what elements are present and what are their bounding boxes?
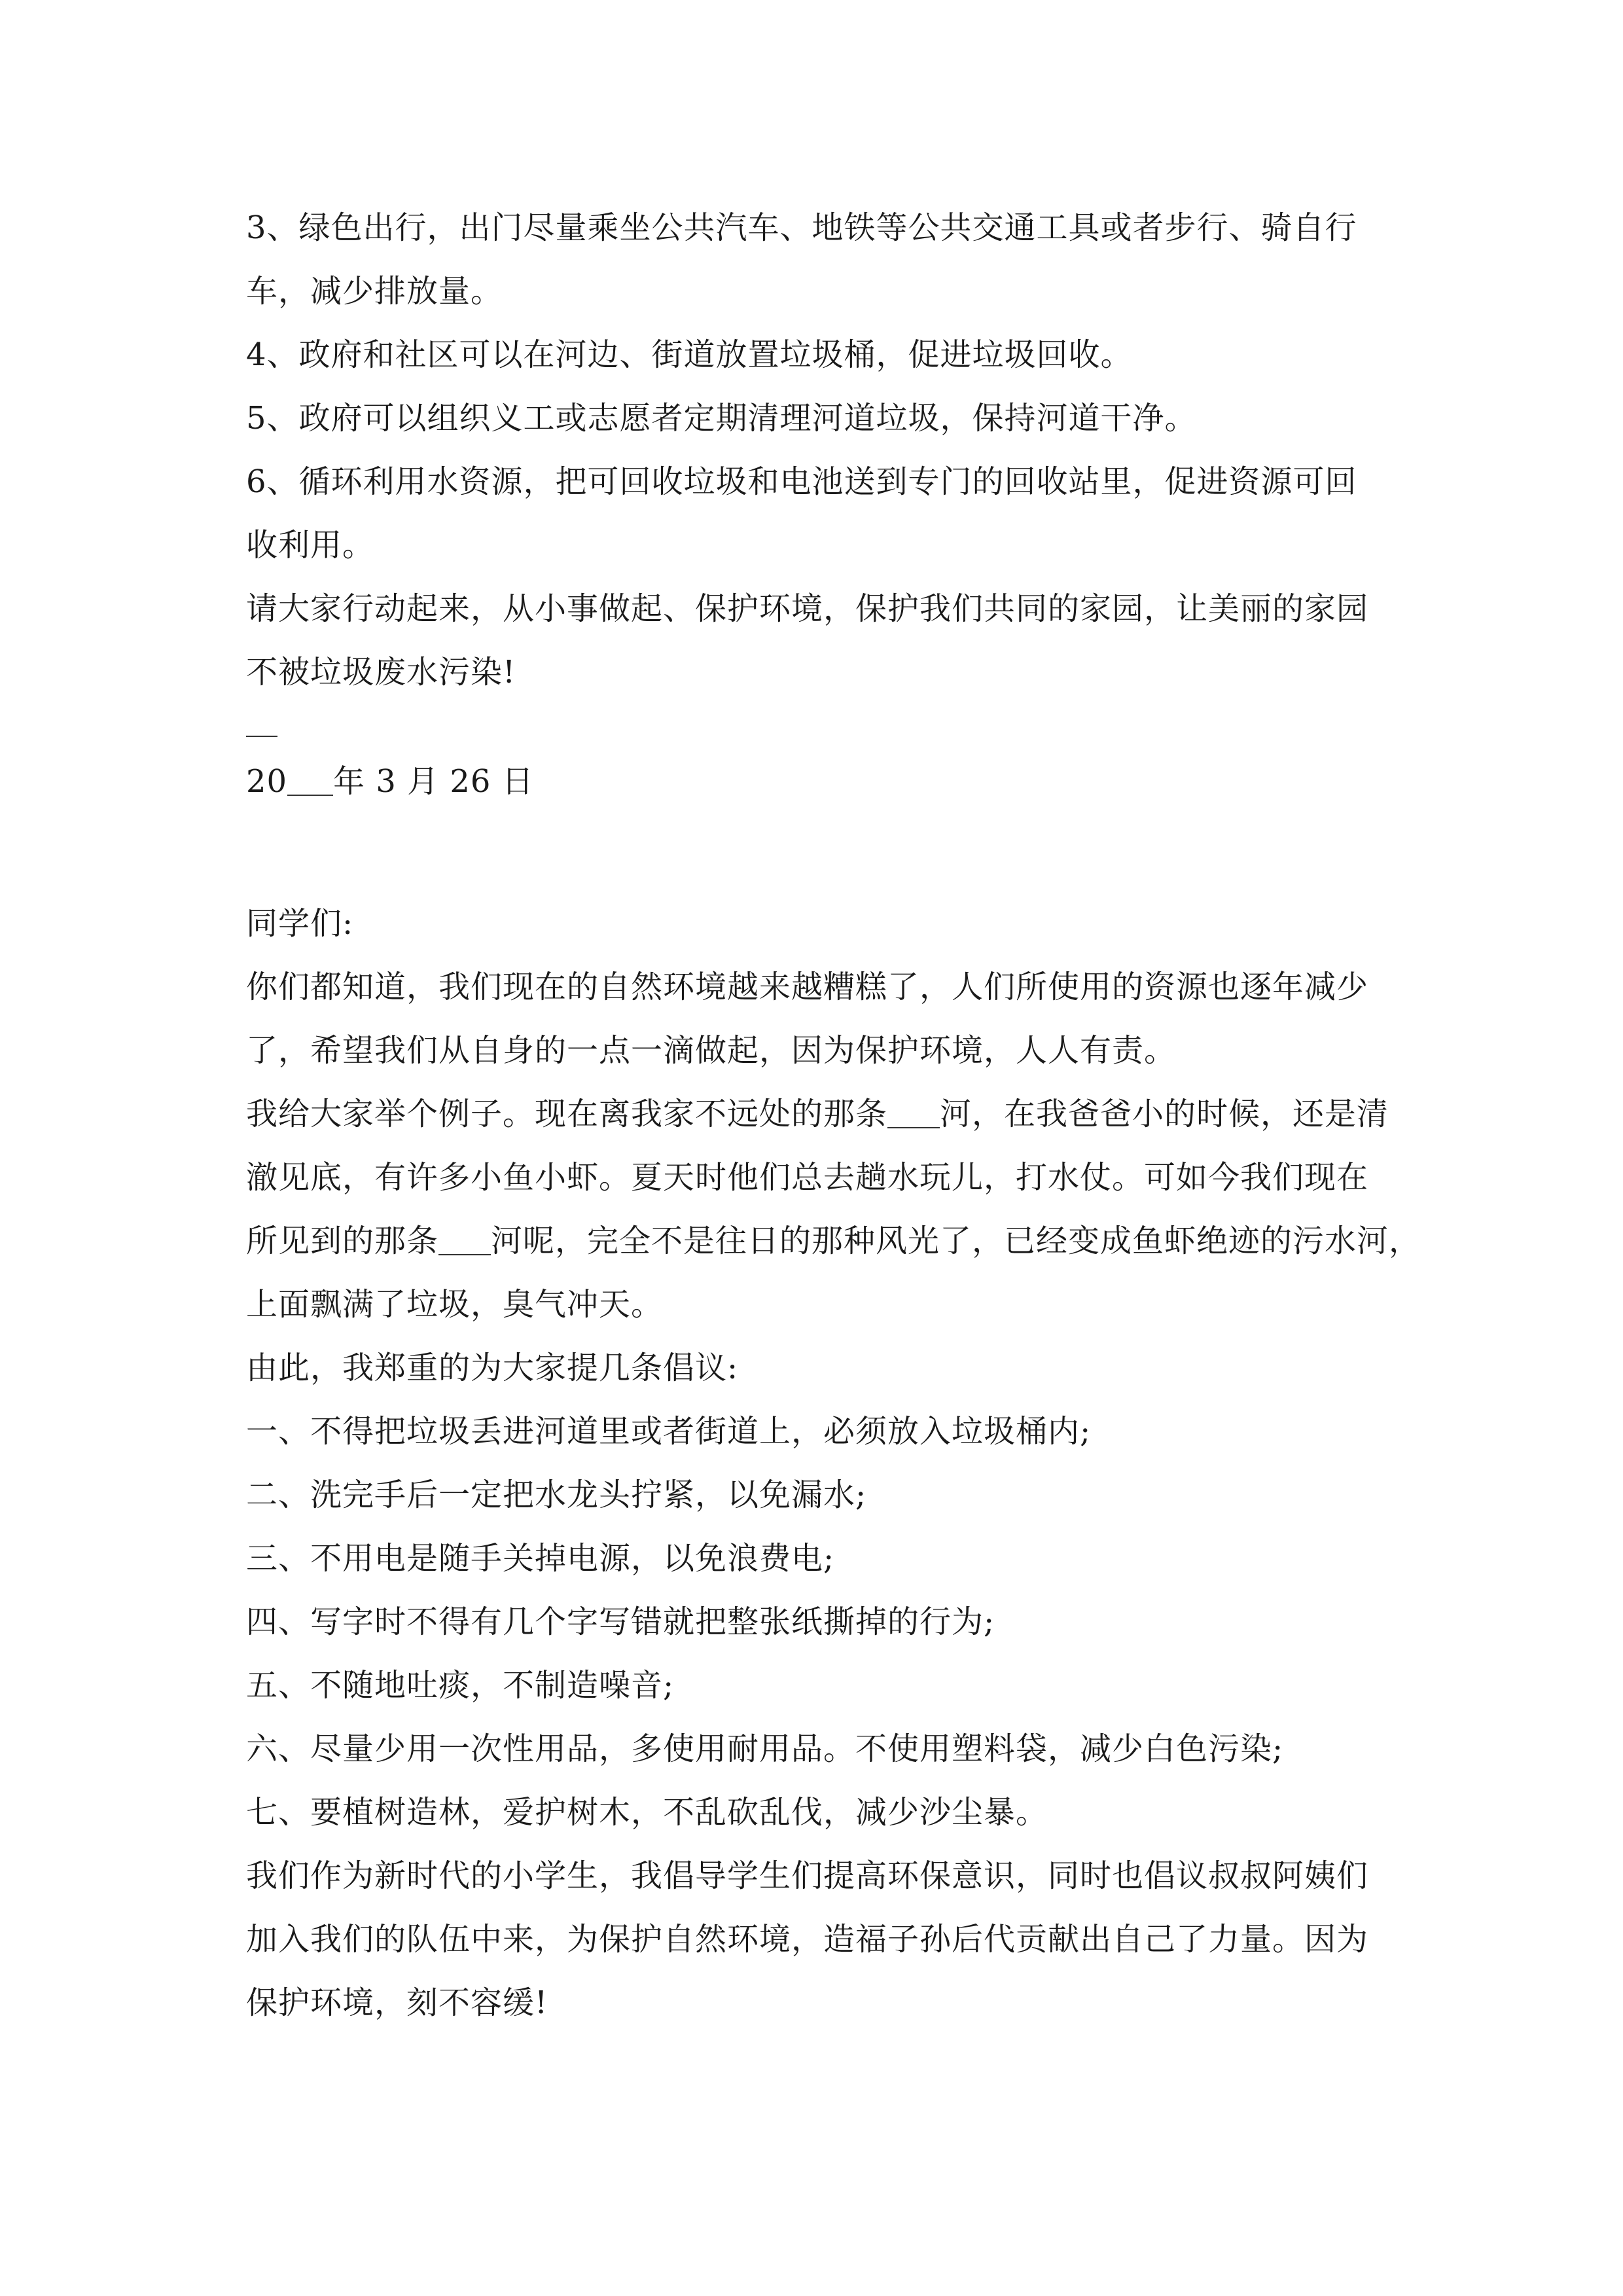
section-gap xyxy=(246,814,1378,892)
text-line: 6、循环利用水资源，把可回收垃圾和电池送到专门的回收站里，促进资源可回 xyxy=(246,463,1357,500)
proposal-item: 五、不随地吐痰，不制造噪音; xyxy=(246,1667,675,1704)
text-fragment: 河，在我爸爸小的时候，还是清 xyxy=(940,1096,1389,1132)
text-line xyxy=(246,1210,1421,1273)
proposal-continuation xyxy=(246,196,1378,704)
text-line: 不被垃圾废水污染! xyxy=(246,654,516,691)
text-line: 你们都知道，我们现在的自然环境越来越糟糕了，人们所使用的资源也逐年减少 xyxy=(246,969,1369,1005)
text-line: 了，希望我们从自身的一点一滴做起，因为保护环境，人人有责。 xyxy=(246,1032,1177,1069)
river-name-blank xyxy=(887,1101,940,1128)
document-page xyxy=(246,196,1421,2035)
signature-line xyxy=(246,736,277,737)
date-rest: 年 3 月 26 日 xyxy=(333,763,534,800)
date-year-prefix: 20 xyxy=(246,763,288,800)
text-line xyxy=(246,1083,1389,1146)
date-blank xyxy=(287,768,333,796)
text-fragment: 所见到的那条 xyxy=(246,1223,439,1259)
text-line: 3、绿色出行，出门尽量乘坐公共汽车、地铁等公共交通工具或者步行、骑自行 xyxy=(246,209,1357,246)
text-line: 收利用。 xyxy=(246,527,375,564)
proposal-item: 七、要植树造林，爱护树木，不乱砍乱伐，减少沙尘暴。 xyxy=(246,1794,1048,1831)
proposal-intro: 由此，我郑重的为大家提几条倡议: xyxy=(246,1350,739,1386)
text-fragment: 我给大家举个例子。现在离我家不远处的那条 xyxy=(246,1096,888,1132)
text-line: 上面飘满了垃圾，臭气冲天。 xyxy=(246,1286,664,1323)
speech-section xyxy=(246,892,1421,2035)
text-line: 澈见底，有许多小鱼小虾。夏天时他们总去趟水玩儿，打水仗。可如今我们现在 xyxy=(246,1159,1369,1196)
date-line xyxy=(246,750,1378,814)
river-name-blank xyxy=(438,1228,491,1255)
proposal-item: 三、不用电是随手关掉电源，以免浪费电; xyxy=(246,1540,835,1577)
text-line: 5、政府可以组织义工或志愿者定期清理河道垃圾，保持河道干净。 xyxy=(246,400,1197,437)
text-line: 保护环境，刻不容缓! xyxy=(246,1984,548,2021)
proposal-item: 四、写字时不得有几个字写错就把整张纸撕掉的行为; xyxy=(246,1604,995,1640)
greeting: 同学们: xyxy=(246,905,354,942)
proposal-item: 六、尽量少用一次性用品，多使用耐用品。不使用塑料袋，减少白色污染; xyxy=(246,1731,1284,1767)
text-line: 加入我们的队伍中来，为保护自然环境，造福子孙后代贡献出自己了力量。因为 xyxy=(246,1921,1369,1958)
text-fragment: 河呢，完全不是往日的那种风光了，已经变成鱼虾绝迹的污水河， xyxy=(491,1223,1421,1259)
text-line: 请大家行动起来，从小事做起、保护环境，保护我们共同的家园，让美丽的家园 xyxy=(246,590,1369,627)
proposal-item: 二、洗完手后一定把水龙头拧紧，以免漏水; xyxy=(246,1477,867,1513)
text-line: 车，减少排放量。 xyxy=(246,273,503,310)
proposal-item: 一、不得把垃圾丢进河道里或者街道上，必须放入垃圾桶内; xyxy=(246,1413,1092,1450)
text-line: 我们作为新时代的小学生，我倡导学生们提高环保意识，同时也倡议叔叔阿姨们 xyxy=(246,1857,1369,1894)
text-line: 4、政府和社区可以在河边、街道放置垃圾桶，促进垃圾回收。 xyxy=(246,336,1133,373)
